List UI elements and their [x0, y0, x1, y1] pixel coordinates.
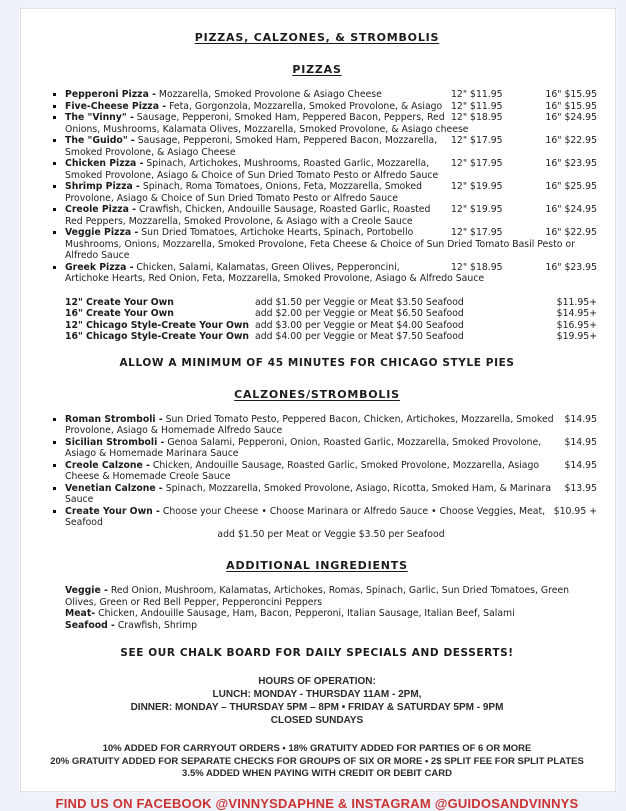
item-price: $14.95: [564, 459, 597, 471]
cyo-price: $11.95+: [556, 296, 597, 308]
price-12: 12" $17.95: [451, 135, 503, 146]
calzones-heading: CALZONES/STROMBOLIS: [234, 387, 400, 401]
item-name: Pepperoni Pizza -: [65, 89, 156, 100]
hours-closed: CLOSED SUNDAYS: [270, 715, 364, 726]
policies: [37, 743, 597, 781]
item-name: Creole Pizza -: [65, 204, 137, 215]
pizza-list: [37, 89, 597, 285]
bullet-icon: [53, 162, 56, 165]
item-price: $14.95: [564, 436, 597, 448]
cyo-row-16-chicago: [37, 331, 597, 343]
bullet-icon: [53, 464, 56, 467]
ingredient-items: Red Onion, Mushroom, Kalamatas, Artichokes, Romas, Spinach, Garlic, Sun Dried Tomatoes, Green Olives, Green or Red Bell Pepper, Pepperoncini Peppers: [65, 585, 570, 608]
item-description: Sausage, Pepperoni, Smoked Ham, Peppered Bacon, Peppers, Red Onions, Mushrooms, Kalamata Olives, Mozzarella, Smoked Provolone, & Asiago cheese: [65, 112, 469, 135]
item-name: Shrimp Pizza -: [65, 181, 140, 192]
menu-item-creole-calzone: [37, 460, 597, 483]
menu-item-pepperoni-pizza: [37, 89, 597, 101]
hours-heading: HOURS OF OPERATION:: [258, 676, 376, 687]
price-pair: [445, 101, 597, 113]
menu-item-creole-pizza: [37, 204, 597, 227]
ingredient-label: Seafood -: [65, 619, 115, 631]
price-pair: [445, 227, 597, 239]
item-description: Choose your Cheese • Choose Marinara or Alfredo Sauce • Choose Veggies, Meat, Seafood: [65, 505, 546, 528]
item-description: Sun Dried Tomato Pesto, Peppered Bacon, Chicken, Artichokes, Mozzarella, Smoked Provolone, Asiago & Homemade Alfredo Sauce: [65, 413, 554, 436]
calzone-list: [37, 414, 597, 541]
ingredient-group-meat: [65, 608, 597, 620]
item-description: Spinach, Artichokes, Mushrooms, Roasted Garlic, Mozzarella, Smoked Provolone, Asiago & Choice of Sun Dried Tomato Pesto or Alfredo Sauce: [65, 158, 439, 181]
item-name: The "Guido" -: [65, 135, 135, 146]
cyo-addons: add $3.00 per Veggie or Meat $4.00 Seafood: [255, 319, 464, 331]
price-pair: [445, 158, 597, 170]
price-16: 16" $24.95: [545, 112, 597, 123]
item-name: Sicilian Stromboli -: [65, 436, 165, 448]
bullet-icon: [53, 105, 56, 108]
hours-lunch: LUNCH: MONDAY - THURSDAY 11AM - 2PM,: [212, 689, 422, 700]
menu-item-create-your-own-calzone: [37, 506, 597, 541]
menu-page: [20, 8, 616, 811]
item-name: Chicken Pizza -: [65, 158, 144, 169]
item-description: Spinach, Roma Tomatoes, Onions, Feta, Mozzarella, Smoked Provolone, Asiago & Choice of Sun Dried Tomato Pesto or Alfredo Sauce: [65, 181, 423, 204]
menu-item-veggie-pizza: [37, 227, 597, 262]
price-12: 12" $17.95: [451, 227, 503, 238]
price-16: 16" $22.95: [545, 227, 597, 238]
bullet-icon: [53, 139, 56, 142]
menu-item-roman-stromboli: [37, 414, 597, 437]
social-media-line: FIND US ON FACEBOOK @VINNYSDAPHNE & INSTAGRAM @GUIDOSANDVINNYS: [55, 795, 579, 811]
cyo-price: $16.95+: [556, 319, 597, 331]
policy-card-fee: 3.5% ADDED WHEN PAYING WITH CREDIT OR DEBIT CARD: [182, 768, 452, 779]
ingredient-group-seafood: [65, 620, 597, 632]
policy-separate-checks: 20% GRATUITY ADDED FOR SEPARATE CHECKS FOR GROUPS OF SIX OR MORE • 2$ SPLIT FEE FOR SPLIT PLATES: [50, 755, 584, 767]
item-name: Creole Calzone -: [65, 459, 150, 471]
price-pair: [445, 262, 597, 274]
price-pair: [445, 181, 597, 193]
cyo-row-16: [37, 308, 597, 320]
item-name: Create Your Own -: [65, 505, 160, 517]
create-your-own-table: [37, 297, 597, 343]
hours-dinner: DINNER: MONDAY – THURSDAY 5PM – 8PM • FRIDAY & SATURDAY 5PM - 9PM: [130, 702, 504, 713]
item-price: $14.95: [564, 413, 597, 425]
item-name: Greek Pizza -: [65, 261, 134, 273]
bullet-icon: [53, 185, 56, 188]
menu-item-the-vinny: [37, 112, 597, 135]
bullet-icon: [53, 487, 56, 490]
bullet-icon: [53, 441, 56, 444]
price-16: 16" $23.95: [545, 261, 597, 273]
ingredient-items: Chicken, Andouille Sausage, Ham, Bacon, Pepperoni, Italian Sausage, Italian Beef, Salami: [98, 608, 515, 619]
cyo-price: $14.95+: [556, 308, 597, 319]
price-pair: [445, 135, 597, 147]
item-name: Venetian Calzone -: [65, 482, 163, 494]
cyo-row-12-chicago: [37, 320, 597, 332]
ingredient-group-veggie: [65, 585, 597, 608]
cyo-addons: add $1.50 per Veggie or Meat $3.50 Seafood: [255, 296, 464, 308]
menu-item-the-guido: [37, 135, 597, 158]
menu-item-five-cheese-pizza: [37, 101, 597, 113]
cyo-price: $19.95+: [556, 331, 597, 342]
policy-carryout-gratuity: 10% ADDED FOR CARRYOUT ORDERS • 18% GRATUITY ADDED FOR PARTIES OF 6 OR MORE: [102, 743, 532, 754]
price-12: 12" $18.95: [451, 112, 503, 123]
pizzas-heading: PIZZAS: [292, 63, 342, 76]
price-pair: [445, 112, 597, 124]
price-16: 16" $15.95: [545, 89, 597, 100]
item-description: Chicken, Andouille Sausage, Roasted Garlic, Smoked Provolone, Mozzarella, Asiago Cheese & Homemade Creole Sauce: [65, 459, 540, 482]
bullet-icon: [53, 231, 56, 234]
cyo-addons: add $4.00 per Veggie or Meat $7.50 Seafood: [255, 331, 464, 342]
ingredient-label: Meat-: [65, 608, 96, 619]
item-price: $13.95: [564, 482, 597, 494]
item-price: $10.95 +: [553, 505, 597, 517]
bullet-icon: [53, 208, 56, 211]
bullet-icon: [53, 116, 56, 119]
bullet-icon: [53, 510, 56, 513]
item-description-line2: add $1.50 per Meat or Veggie $3.50 per Seafood: [217, 528, 445, 540]
cyo-name: 12" Create Your Own: [65, 296, 174, 308]
cyo-addons: add $2.00 per Veggie or Meat $6.50 Seafood: [255, 308, 464, 319]
price-12: 12" $11.95: [451, 89, 503, 100]
bullet-icon: [53, 266, 56, 269]
price-12: 12" $17.95: [451, 158, 503, 169]
price-16: 16" $15.95: [545, 100, 597, 112]
item-name: The "Vinny" -: [65, 112, 134, 123]
menu-item-sicilian-stromboli: [37, 437, 597, 460]
price-12: 12" $11.95: [451, 100, 503, 112]
item-description: Sausage, Pepperoni, Smoked Ham, Peppered Bacon, Mozzarella, Smoked Provolone, & Asiago Cheese: [65, 135, 438, 158]
price-16: 16" $25.95: [545, 181, 597, 192]
item-name: Veggie Pizza -: [65, 227, 139, 238]
price-12: 12" $18.95: [451, 261, 503, 273]
hours-of-operation: [37, 675, 597, 727]
cyo-name: 16" Chicago Style-Create Your Own: [65, 331, 250, 342]
item-description: Chicken, Salami, Kalamatas, Green Olives, Pepperoncini, Artichoke Hearts, Red Onion, Feta, Mozzarella, Smoked Provolone, Asiago & Alfredo Sauce: [65, 261, 485, 284]
price-pair: [445, 204, 597, 216]
bullet-icon: [53, 418, 56, 421]
additional-ingredients-heading: ADDITIONAL INGREDIENTS: [226, 559, 408, 572]
price-16: 16" $24.95: [545, 204, 597, 215]
item-description: Genoa Salami, Pepperoni, Onion, Roasted Garlic, Mozzarella, Smoked Provolone, Asiago & Homemade Marinara Sauce: [65, 436, 542, 459]
item-description: Mozzarella, Smoked Provolone & Asiago Cheese: [158, 89, 382, 100]
item-description: Crawfish, Chicken, Andouille Sausage, Roasted Garlic, Roasted Red Peppers, Mozzarella, Smoked Provolone, & Asiago with a Creole Sauce: [65, 204, 431, 227]
menu-item-chicken-pizza: [37, 158, 597, 181]
item-description: Spinach, Mozzarella, Smoked Provolone, Asiago, Ricotta, Smoked Ham, & Marinara Sauce: [65, 482, 552, 505]
ingredient-label: Veggie -: [65, 585, 108, 596]
price-12: 12" $19.95: [451, 181, 503, 192]
menu-item-venetian-calzone: [37, 483, 597, 506]
ingredients-list: [37, 585, 597, 631]
bullet-icon: [53, 93, 56, 96]
item-name: Five-Cheese Pizza -: [65, 100, 167, 112]
price-pair: [445, 89, 597, 101]
price-16: 16" $23.95: [545, 158, 597, 169]
item-name: Roman Stromboli -: [65, 413, 163, 425]
menu-item-greek-pizza: [37, 262, 597, 285]
cyo-name: 12" Chicago Style-Create Your Own: [65, 319, 250, 331]
item-description: Feta, Gorgonzola, Mozzarella, Smoked Provolone, & Asiago: [169, 100, 443, 112]
cyo-name: 16" Create Your Own: [65, 308, 174, 319]
cyo-row-12: [37, 297, 597, 309]
price-12: 12" $19.95: [451, 204, 503, 215]
chalkboard-note: SEE OUR CHALK BOARD FOR DAILY SPECIALS AND DESSERTS!: [120, 647, 514, 659]
chicago-style-note: ALLOW A MINIMUM OF 45 MINUTES FOR CHICAGO STYLE PIES: [119, 356, 515, 369]
ingredient-items: Crawfish, Shrimp: [117, 619, 198, 631]
menu-item-shrimp-pizza: [37, 181, 597, 204]
item-description: Sun Dried Tomatoes, Artichoke Hearts, Spinach, Portobello Mushrooms, Onions, Mozzarella, Smoked Provolone, Feta Cheese & Choice of Sun Dried Tomato Basil Pesto or Alfredo Sauce: [65, 227, 575, 261]
menu-title: PIZZAS, CALZONES, & STROMBOLIS: [194, 31, 440, 44]
price-16: 16" $22.95: [545, 135, 597, 146]
